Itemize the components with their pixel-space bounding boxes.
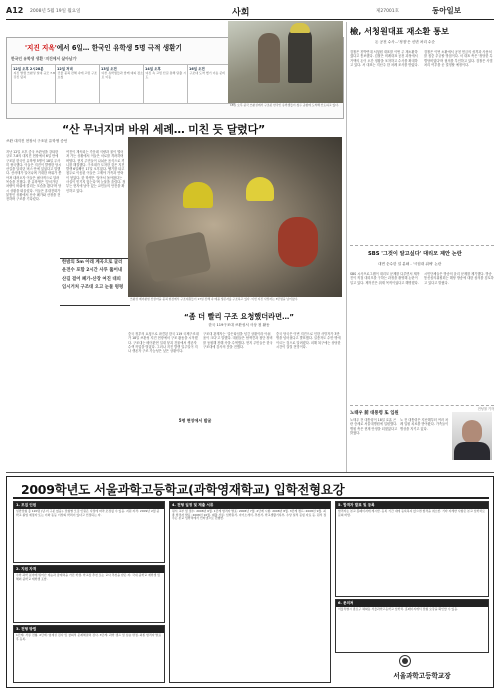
article-column: 중국 당국은 이번 지진으로 인한 사망자가 3만 명을 넘어섰다고 발표했다. 실종자도 수만 명에 이르는 것으로 알려졌다. 피해 복구에는 상당한 시간이 걸릴 전망이다. [276,332,341,349]
ad-section [335,599,489,653]
ad-section [169,501,331,683]
top-story-headline-prefix: '지진 지옥' [25,44,57,52]
right-headline[interactable]: 檢, 서청원대표 재소환 통보 [350,26,449,36]
ad-section-text: 1단계: 서류 전형. 2단계: 영재성 검사 및 창의적 문제해결력 검사. 3단계: 과학 캠프 및 심층 면접. 최종 합격자 발표 후 등록. [16,633,162,641]
timeline-item [11,64,59,104]
article-column: 노태우 전 대통령이 18일 호흡 곤란 증세로 서울대병원에 입원했다. 병원 측은 현재 안정을 되찾았다고 밝혔다. [350,418,398,435]
top-story-headline-rest: 에서 6일… 한국인 유학생 5명 극적 생환기 [56,44,182,52]
article-column: 시민단체들은 방송의 윤리 문제를 제기했다. 방송통신심의위원회는 해당 방송에 대한 심의를 검토하고 있다고 밝혔다. [424,272,494,285]
byline: 전성철 기자 [477,407,494,411]
ad-section [13,501,165,563]
timeline-date: 16일 오전 [189,67,205,71]
timeline-item [55,64,103,104]
article-column: 노 전 대통령은 지난해부터 여러 차례 입원 치료를 받아왔다. 가족들이 병상을 지키고 있다. [400,418,449,431]
ad-school-signature: 서울과학고등학교장 [393,672,451,680]
header-rule [6,19,494,20]
timeline-body: 다른 유학생들과 함께 대피 장소로 이동 [101,71,143,79]
main-subhead: 쓰촨 대지진 현장서 구조된 유학생 증언 [6,139,68,143]
pull-quote-line: 운전수 포함 2시간 사투 뚫어내 [62,268,123,274]
timeline-body: 구조대 도착 헬기 이송 준비 [189,71,226,75]
timeline-title: 한국인 유학생 생환 '지진에서 살아남기' [11,56,78,61]
ad-section-text: 수학·과학 분야에 뛰어난 재능과 잠재력을 가진 학생. 학교장 추천 또는 교사 추천을 받은 자. 국내 중학교 재학생 및 해외 중학교 재학생 포함. [16,573,161,581]
pull-quote-line: 임시거처 구조대 오고 눈물 펑펑 [62,284,124,290]
right-headline-2[interactable]: SBS '그것이 알고싶다' 대리모 제안 논란 [368,251,462,257]
top-story-headline[interactable] [25,42,182,52]
right-headline-3[interactable]: 노태우 前 대통령 또 입원 [350,411,399,416]
timeline-date: 13일 오전 [101,67,117,71]
ad-section [335,501,489,597]
article-column: 검찰은 친박연대 서청원 대표를 이번 주 재소환하겠다고 통보했다. 검찰은 비례대표 공천 과정에서 거액의 돈이 오간 정황을 포착하고 수사를 확대하고 있다. 서 대표는 지난주 한 차례 조사를 받았다. [350,50,419,67]
portrait-face [462,420,482,444]
sub-subhead: 한국 119구조대 쓰촨성서 사상 첫 활동 [208,323,270,327]
rescuer-helmet [183,182,213,208]
page-header [0,0,500,20]
ad-section-heading: 6. 문의처 [336,600,488,607]
timeline-body: 건물 붕괴 잔해 속에 고립 구조 요청 [57,71,98,79]
photo-helmet [290,23,310,33]
divider [350,245,494,246]
students-photo [228,21,343,103]
ad-section-heading: 3. 전형 방법 [14,626,164,633]
portrait-suit [454,442,490,460]
timeline-item [143,64,191,104]
timeline-body: 여진 속 고립 산길 통해 탈출 시도 [145,71,186,79]
pull-quote-line: 한밤의 5m 아래 계곡으로 굴러 [62,260,123,265]
ad-section-text: 원서 교부 및 접수: 2008년 6월. 1단계 합격자 발표: 2008년 7월. 2단계 시험: 2008년 8월. 3단계 캠프: 2008년 9월. 최종 합격자 발표: 2008년 10월. 제출 서류: 입학원서, 자기소개서, 추천서, 학교생활기록부, 수상 실적 증빙 자료 등. 원서 접수는 본교 입학처에서 인터넷으로 진행함. [172,509,327,521]
main-headline[interactable]: “산 무너지며 바위 세례… 미친 듯 달렸다” [62,123,266,136]
ad-title-rule [13,497,489,499]
newspaper-brand: 동아일보 [432,6,461,15]
pull-quote-line: 산길 걸어 폐가-산장 여진 대피 [62,276,121,282]
ad-title[interactable]: 2009학년도 서울과학고등학교(과학영재학교) 입학전형요강 [21,482,345,497]
divider [350,405,494,406]
ad-section [13,625,165,683]
sub-headline[interactable]: “좀 더 빨리 구조 요청했더라면…” [184,312,294,321]
timeline-body: 지진 발생 쓰촨성 일대 규모 7.8 강진 덮쳐 [13,71,55,79]
rescue-photo [128,137,342,297]
timeline-date: 12일 오후 2시28분 [13,67,44,71]
issue-date: 2008년 5월 19일 월요일 [30,9,81,14]
article-column: 구조대 관계자는 '골든타임을 넘긴 상황이라 아쉬움이 크다'고 말했다. 대원들은 탐색견과 첨단 장비를 동원해 잔해 속을 수색했다. 현지 주민들은 한국 구조대에 감사의 뜻을 전했다. [203,332,273,349]
timeline-item [99,64,147,104]
school-emblem-center-icon [402,658,408,664]
rescue-photo-caption: 쓰촨성 베이촨현 산골마을 붕괴 현장에서 구조대원들이 17일 잔해 속 매몰 생존자를 구조하고 있다. 이번 지진 사망자는 3만명을 넘어섰다. [130,297,299,301]
article-column: 중국 정부의 요청으로 파견된 한국 119 국제구조대가 18일 쓰촨성 지진 현장에서 구조 활동을 시작했다. 구조대는 베이촨현 일대 붕괴 건물에서 생존자 수색 작업을 벌였다. 그러나 지진 발생 일주일이 지나 생존자 구조 가능성은 낮은 상황이다. [128,332,199,354]
section-title: 사회 [232,8,250,18]
rescuer-figure [278,217,318,267]
article-column: 검찰은 이번 소환에서 공천 헌금의 성격과 사용처를 집중 추궁할 방침이다. 서 대표 측은 '정당한 특별당비였다'며 혐의를 부인하고 있다. 검찰은 사법처리 여부를 곧 결정할 예정이다. [424,50,493,67]
ad-section-heading: 5. 합격자 발표 및 등록 [336,502,488,509]
rubble-shape [144,231,211,283]
ad-section-text: 서울특별시 종로구 혜화동 서울과학고등학교 입학처. 홈페이지에서 전형 요강을 확인할 수 있음. [338,607,458,611]
ad-section [13,565,165,623]
timeline-date: 14일 오후 [145,67,161,71]
right-subhead: 돈 공천 수사…'정점'은 신변 처리 수순 [375,40,435,44]
photo-figure [288,27,312,83]
students-photo-caption: 18일 오후 중국 쓰촨성에서 구조된 한국인 유학생들이 청두 공항에 도착해 안도하고 있다. [230,103,339,107]
timeline-date: 12일 저녁 [57,67,73,71]
portrait-photo [452,412,492,460]
mini-headline: 5명 현장에서 발굴 [178,418,212,423]
ad-section-text: 합격자는 본교 홈페이지에 게시함. 등록 기간 내에 등록하지 않으면 합격을 취소함. 기타 자세한 사항은 본교 입학처로 문의 바람. [338,509,485,517]
article-column: 지난 12일 오후 중국 쓰촨성을 강타한 규모 7.8의 대지진 현장에서 6일 만에 구조된 한국인 유학생 5명이 18일 무사히 귀국했다. 이들은 지진이 발생한 당시 산길을 달리던 버스 안에 있었다고 말했다. 산사태가 일어나며 거대한 바위가 쏟아져 내려오자 이들은 필사적으로 달려 목숨을 건졌다. 한 유학생은 '앞서가던 차량이 바위에 깔리는 모습을 봤다'며 당시 상황을 떠올렸다. 이들은 휴대전화가 불통인 상황에서 산속 폐가와 산장을 전전하며 구조를 기다렸다. [6,150,62,202]
pull-quote [60,258,130,306]
ad-section-heading: 4. 전형 일정 및 제출 서류 [170,502,330,509]
page-number: A12 [6,6,24,15]
school-advertisement [6,476,494,688]
edition-number: 제27001호 [376,9,400,14]
ad-section-heading: 1. 모집 인원 [14,502,164,509]
article-column: SBS 시사프로그램이 대리모 문제를 다루면서 제작진이 직접 대리모를 구하는 과정을 촬영해 논란이 일고 있다. 제작진은 취재 목적이었다고 해명했다. [350,272,420,285]
photo-figure [258,33,280,83]
rescuer-helmet [246,177,274,201]
column-divider [346,22,347,472]
section-rule [6,472,494,473]
article-column: 여진이 계속되는 가운데 식량과 물이 떨어져 가는 상황에서 이들은 서로를 격려하며 버텼다. 현지 주민들이 나눠준 음식으로 끼니를 해결했다. 구조대가 도착한 것은 지진 발생 6일째인 17일 오후였다. 헬기를 타고 청두로 이송된 이들은 그제야 가족과 연락이 닿았다. 한 학생은 '살아서 돌아왔다는 사실이 믿기지 않는다'며 눈물을 흘렸다. 정부는 현지에 남아 있는 교민들의 안전을 확인하고 있다. [66,150,126,193]
ad-section-heading: 2. 지원 자격 [14,566,164,573]
ad-section-text: 일반전형 총 120명 (남·녀 구분 없음). 전형별 모집 인원은 사정에 따라 조정될 수 있음. 지원 자격: 2009년 2월 중학교 졸업 예정자 또는 이와 동등 이상의 학력이 있다고 인정되는 자. [16,509,160,517]
right-subhead-2: 대면 순수한 얼 분쇄 - '시험대 위에' 논란 [378,262,442,266]
